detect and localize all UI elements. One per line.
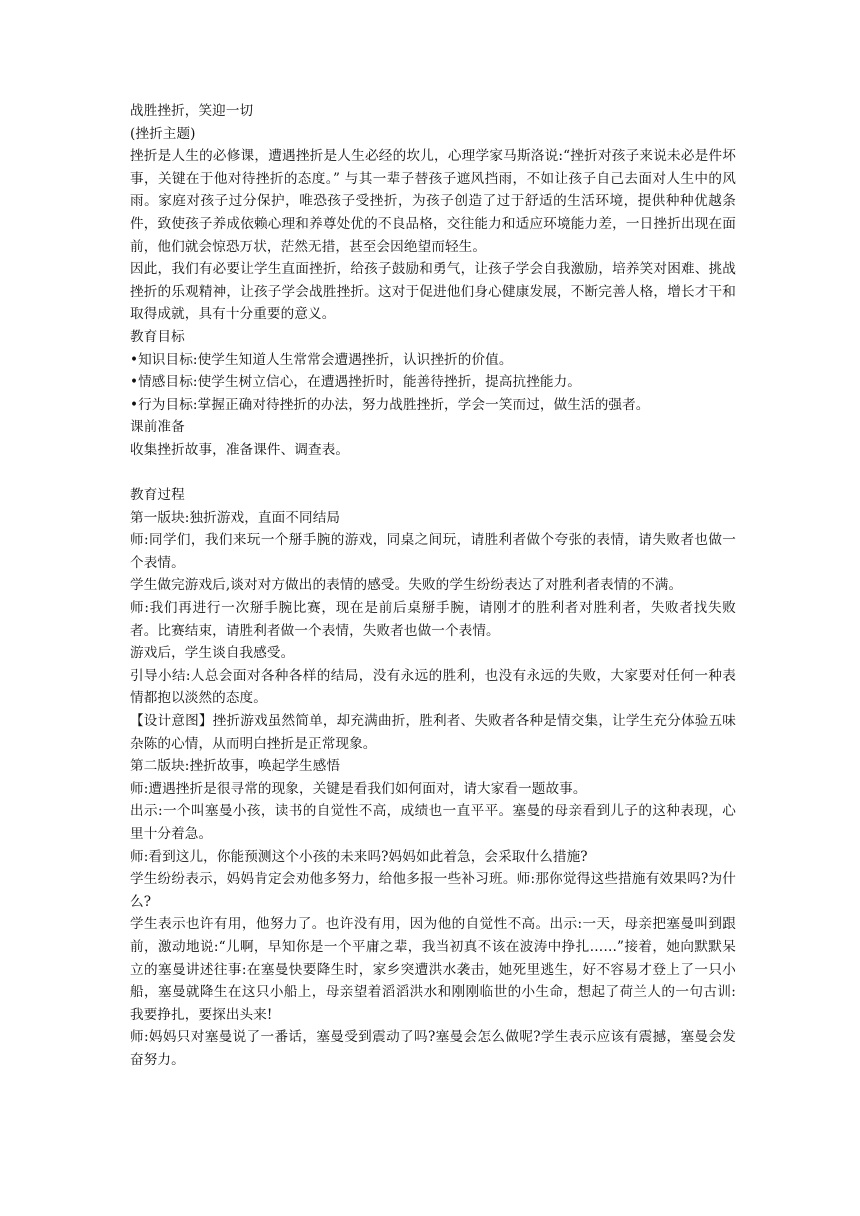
goal-behavior: •行为目标:掌握正确对待挫折的办法，努力战胜挫折，学会一笑而过，做生活的强者。 bbox=[130, 396, 650, 413]
block-one-paragraph-4: 游戏后，学生谈自我感受。 bbox=[130, 645, 295, 662]
section-heading-preparation: 课前准备 bbox=[130, 419, 185, 436]
document-title: 战胜挫折，笑迎一切 bbox=[130, 103, 254, 119]
goal-emotion: •情感目标:使学生树立信心，在遭遇挫折时，能善待挫折，提高抗挫能力。 bbox=[130, 374, 581, 391]
block-two-paragraph-2: 出示:一个叫塞曼小孩，读书的自觉性不高，成绩也一直平平。塞曼的母亲看到儿子的这种表现，心里十分着急。 bbox=[130, 803, 736, 842]
document-body bbox=[130, 100, 736, 1072]
block-one-paragraph-2: 学生做完游戏后,谈对对方做出的表情的感受。失败的学生纷纷表达了对胜利者表情的不满。 bbox=[130, 577, 683, 594]
intro-paragraph: 挫折是人生的必修课，遭遇挫折是人生必经的坎儿，心理学家马斯洛说:“挫折对孩子来说未必是件坏事，关键在于他对待挫折的态度。” 与其一辈子替孩子遮风挡雨，不如让孩子自己去面对人生中的风雨。家庭对孩子过分保护，唯恐孩子受挫折，为孩子创造了过于舒适的生活环境，提供种种优越条件，致使孩子养成依赖心理和养尊处优的不良品格，交往能力和适应环境能力差，一日挫折出现在面前，他们就会惊恐万状，茫然无措，甚至会因绝望而轻生。 bbox=[130, 148, 736, 255]
block-one-design-intent: 【设计意图】挫折游戏虽然简单，却充满曲折，胜利者、失败者各种是情交集，让学生充分体验五味杂陈的心情，从而明白挫折是正常现象。 bbox=[130, 713, 736, 752]
section-heading-process: 教育过程 bbox=[130, 487, 185, 504]
block-one-paragraph-1: 师:同学们，我们来玩一个掰手腕的游戏，同桌之间玩，请胜利者做个夸张的表情，请失败者也做一个表情。 bbox=[130, 532, 736, 571]
block-two-paragraph-1: 师:遭遇挫折是很寻常的现象，关键是看我们如何面对，请大家看一题故事。 bbox=[130, 780, 587, 797]
block-one-summary: 引导小结:人总会面对各种各样的结局，没有永远的胜利，也没有永远的失败，大家要对任何一种表情都抱以淡然的态度。 bbox=[130, 667, 736, 707]
blank-line bbox=[130, 462, 736, 485]
block-one-paragraph-3: 师:我们再进行一次掰手腕比赛，现在是前后桌掰手腕，请刚才的胜利者对胜利者，失败者找失败者。比赛结束，请胜利者做一个表情，失败者也做一个表情。 bbox=[130, 600, 736, 639]
block-two-paragraph-6: 师:妈妈只对塞曼说了一番话，塞曼受到震动了吗?塞曼会怎么做呢?学生表示应该有震撼，塞曼会发奋努力。 bbox=[130, 1029, 736, 1068]
block-two-paragraph-4: 学生纷纷表示，妈妈肯定会劝他多努力，给他多报一些补习班。师:那你觉得这些措施有效果吗?为什么? bbox=[130, 871, 736, 910]
purpose-paragraph: 因此，我们有必要让学生直面挫折，给孩子鼓励和勇气，让孩子学会自我激励，培养笑对困难、挑战挫折的乐观精神，让孩子学会战胜挫折。这对于促进他们身心健康发展，不断完善人格，增长才干和取得成就，具有十分重要的意义。 bbox=[130, 261, 736, 323]
block-two-heading: 第二版块:挫折故事，唤起学生感悟 bbox=[130, 758, 341, 775]
document-subtitle: (挫折主题) bbox=[130, 125, 196, 142]
block-two-paragraph-3: 师:看到这儿，你能预测这个小孩的未来吗?妈妈如此着急，会采取什么措施? bbox=[130, 848, 588, 865]
goal-knowledge: •知识目标:使学生知道人生常常会遭遇挫折，认识挫折的价值。 bbox=[130, 351, 513, 368]
section-heading-goals: 教育目标 bbox=[130, 328, 185, 345]
block-one-heading: 第一版块:独折游戏，直面不同结局 bbox=[130, 509, 341, 526]
preparation-text: 收集挫折故事，准备课件、调查表。 bbox=[130, 441, 350, 458]
block-two-paragraph-5: 学生表示也许有用，他努力了。也许没有用，因为他的自觉性不高。出示:一天，母亲把塞曼叫到跟前，激动地说:“儿啊，早知你是一个平庸之辈，我当初真不该在波涛中挣扎……”接着，她向默默呆立的塞曼讲述往事:在塞曼快要降生时，家乡突遭洪水袭击，她死里逃生，好不容易才登上了一只小船，塞曼就降生在这只小船上，母亲望着滔滔洪水和刚刚临世的小生命，想起了荷兰人的一句古训:我要挣扎，要探出头来! bbox=[130, 916, 736, 1023]
